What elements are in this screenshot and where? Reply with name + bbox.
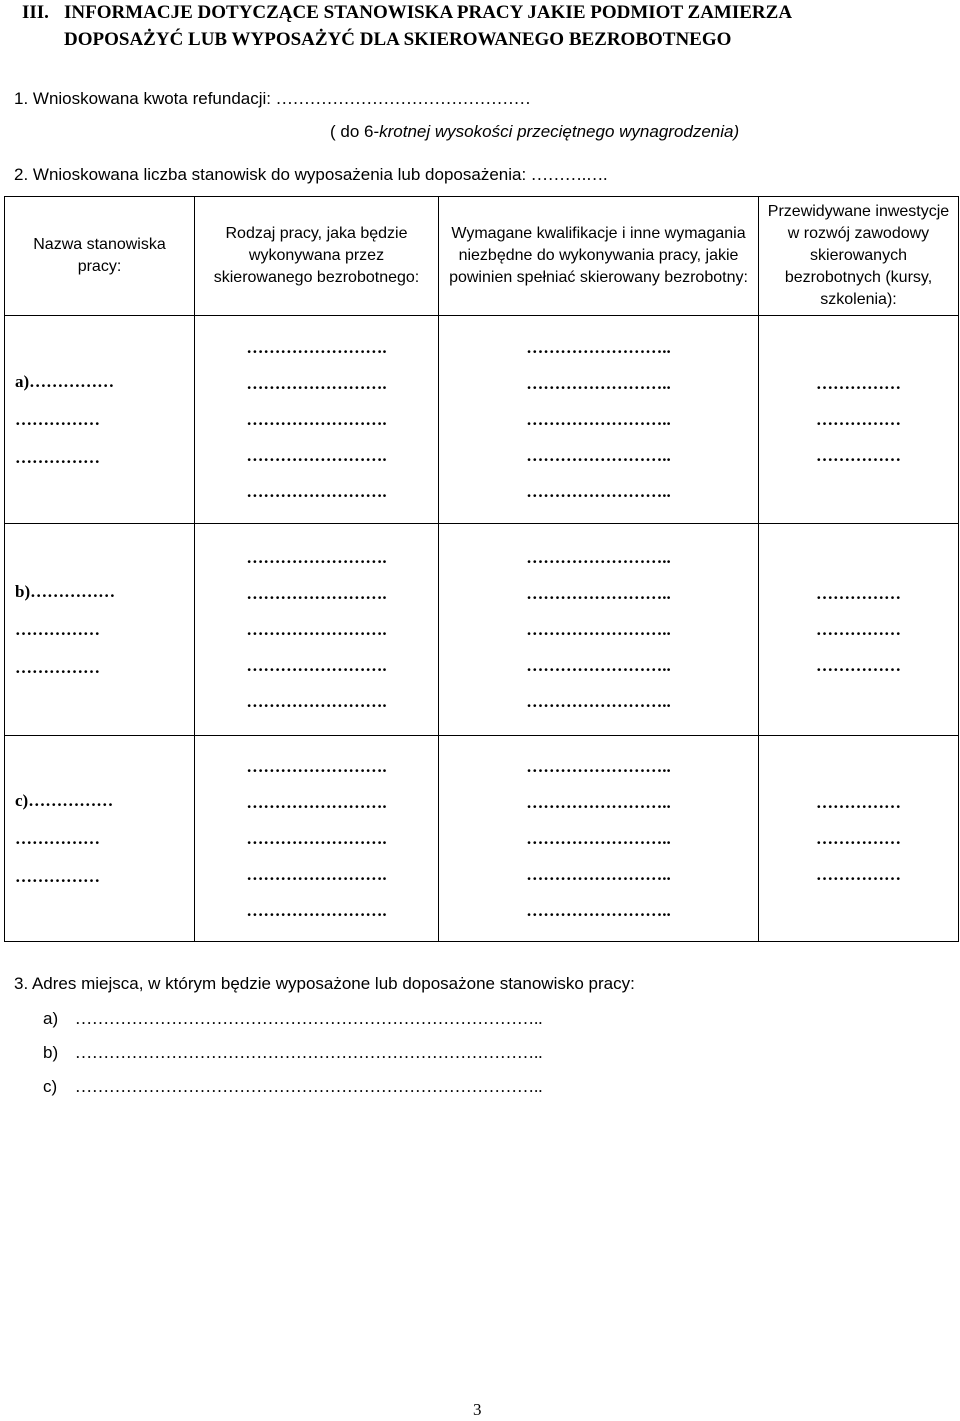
fill-line[interactable]: …………… [15, 447, 100, 467]
fill-line[interactable]: …………… [15, 619, 100, 639]
fill-line[interactable]: ……………………. [246, 864, 387, 884]
fill-line[interactable]: …………… [15, 828, 100, 848]
item1-note-italic: krotnej wysokości przeciętnego wynagrodzenia) [379, 122, 740, 141]
fill-line[interactable]: ……………………. [246, 756, 387, 776]
fill-line[interactable]: …………………….. [526, 792, 671, 812]
table-row [5, 524, 959, 736]
fill-line[interactable]: ……………………. [246, 655, 387, 675]
fill-line[interactable]: a)…………… [15, 371, 115, 391]
header-position-name: Nazwa stanowiska pracy: [5, 197, 195, 316]
fill-line[interactable]: …………………….. [526, 900, 671, 920]
fill-line[interactable]: …………………….. [526, 756, 671, 776]
fill-line[interactable]: …………… [816, 445, 901, 465]
fill-line[interactable]: ……………………. [246, 583, 387, 603]
fill-line[interactable]: …………… [816, 864, 901, 884]
item2-label: 2. Wnioskowana liczba stanowisk do wyposażenia lub doposażenia: [14, 165, 527, 184]
work-type-cell[interactable] [195, 316, 439, 524]
item1-dots[interactable]: ……………………………………… [275, 89, 531, 108]
fill-line[interactable]: ……………………. [246, 547, 387, 567]
address-line [43, 1042, 543, 1064]
fill-line[interactable]: ……………………. [246, 792, 387, 812]
fill-line[interactable]: …………… [816, 373, 901, 393]
address-dots[interactable]: ……………………………………………………………………….. [75, 1077, 543, 1096]
fill-line[interactable]: ……………………. [246, 337, 387, 357]
fill-line[interactable]: …………………….. [526, 619, 671, 639]
item1-label: 1. Wnioskowana kwota refundacji: [14, 89, 272, 108]
investments-cell[interactable] [759, 316, 959, 524]
fill-line[interactable]: …………………….. [526, 864, 671, 884]
fill-line[interactable]: …………………….. [526, 445, 671, 465]
fill-line[interactable]: …………… [816, 828, 901, 848]
fill-line[interactable]: …………………….. [526, 583, 671, 603]
position-name-cell[interactable] [5, 524, 195, 736]
investments-cell[interactable] [759, 736, 959, 942]
section-title-line1: INFORMACJE DOTYCZĄCE STANOWISKA PRACY JAKIE PODMIOT ZAMIERZA [64, 2, 793, 23]
fill-line[interactable]: ……………………. [246, 409, 387, 429]
fill-line[interactable]: …………………….. [526, 409, 671, 429]
page-number: 3 [473, 1400, 482, 1419]
item1-row [14, 88, 531, 110]
fill-line[interactable]: …………… [816, 583, 901, 603]
address-letter: a) [43, 1009, 59, 1028]
fill-line[interactable]: …………… [816, 792, 901, 812]
fill-line[interactable]: ……………………. [246, 445, 387, 465]
fill-line[interactable]: …………… [15, 409, 100, 429]
position-name-cell[interactable] [5, 316, 195, 524]
fill-line[interactable]: …………………….. [526, 655, 671, 675]
work-type-cell[interactable] [195, 524, 439, 736]
fill-line[interactable]: …………………….. [526, 547, 671, 567]
address-letter: b) [43, 1043, 59, 1062]
fill-line[interactable]: ……………………. [246, 828, 387, 848]
fill-line[interactable]: …………… [15, 657, 100, 677]
item2-row [14, 164, 607, 186]
position-name-cell[interactable] [5, 736, 195, 942]
header-investments: Przewidywane inwestycje w rozwój zawodowy skierowanych bezrobotnych (kursy, szkolenia): [759, 197, 959, 316]
item1-note-prefix: ( do 6- [330, 122, 380, 141]
qualifications-cell[interactable] [439, 316, 759, 524]
fill-line[interactable]: ……………………. [246, 373, 387, 393]
table-row [5, 736, 959, 942]
address-line [43, 1008, 543, 1030]
address-letter: c) [43, 1077, 58, 1096]
fill-line[interactable]: …………… [816, 619, 901, 639]
qualifications-cell[interactable] [439, 524, 759, 736]
address-dots[interactable]: ……………………………………………………………………….. [75, 1043, 543, 1062]
fill-line[interactable]: …………………….. [526, 691, 671, 711]
table-row [5, 316, 959, 524]
header-work-type: Rodzaj pracy, jaka będzie wykonywana przez skierowanego bezrobotnego: [195, 197, 439, 316]
fill-line[interactable]: ……………………. [246, 900, 387, 920]
fill-line[interactable]: …………… [816, 655, 901, 675]
address-dots[interactable]: ……………………………………………………………………….. [75, 1009, 543, 1028]
item2-dots[interactable]: ……….…. [530, 165, 608, 184]
item3-label: 3. Adres miejsca, w którym będzie wyposażone lub doposażone stanowisko pracy: [14, 974, 635, 993]
address-line [43, 1076, 543, 1098]
fill-line[interactable]: …………………….. [526, 481, 671, 501]
investments-cell[interactable] [759, 524, 959, 736]
fill-line[interactable]: …………………….. [526, 828, 671, 848]
table-header-row [5, 197, 959, 316]
fill-line[interactable]: ……………………. [246, 481, 387, 501]
section-title-line2: DOPOSAŻYĆ LUB WYPOSAŻYĆ DLA SKIEROWANEGO BEZROBOTNEGO [64, 29, 732, 50]
header-qualifications: Wymagane kwalifikacje i inne wymagania niezbędne do wykonywania pracy, jakie powinien spełniać skierowany bezrobotny: [439, 197, 759, 316]
fill-line[interactable]: …………………….. [526, 373, 671, 393]
work-type-cell[interactable] [195, 736, 439, 942]
fill-line[interactable]: …………………….. [526, 337, 671, 357]
fill-line[interactable]: b)…………… [15, 581, 116, 601]
section-number: III. [22, 2, 49, 23]
fill-line[interactable]: …………… [816, 409, 901, 429]
qualifications-cell[interactable] [439, 736, 759, 942]
fill-line[interactable]: ……………………. [246, 619, 387, 639]
item1-note [330, 121, 739, 143]
fill-line[interactable]: c)…………… [15, 790, 114, 810]
positions-table [4, 196, 959, 942]
fill-line[interactable]: ……………………. [246, 691, 387, 711]
fill-line[interactable]: …………… [15, 866, 100, 886]
